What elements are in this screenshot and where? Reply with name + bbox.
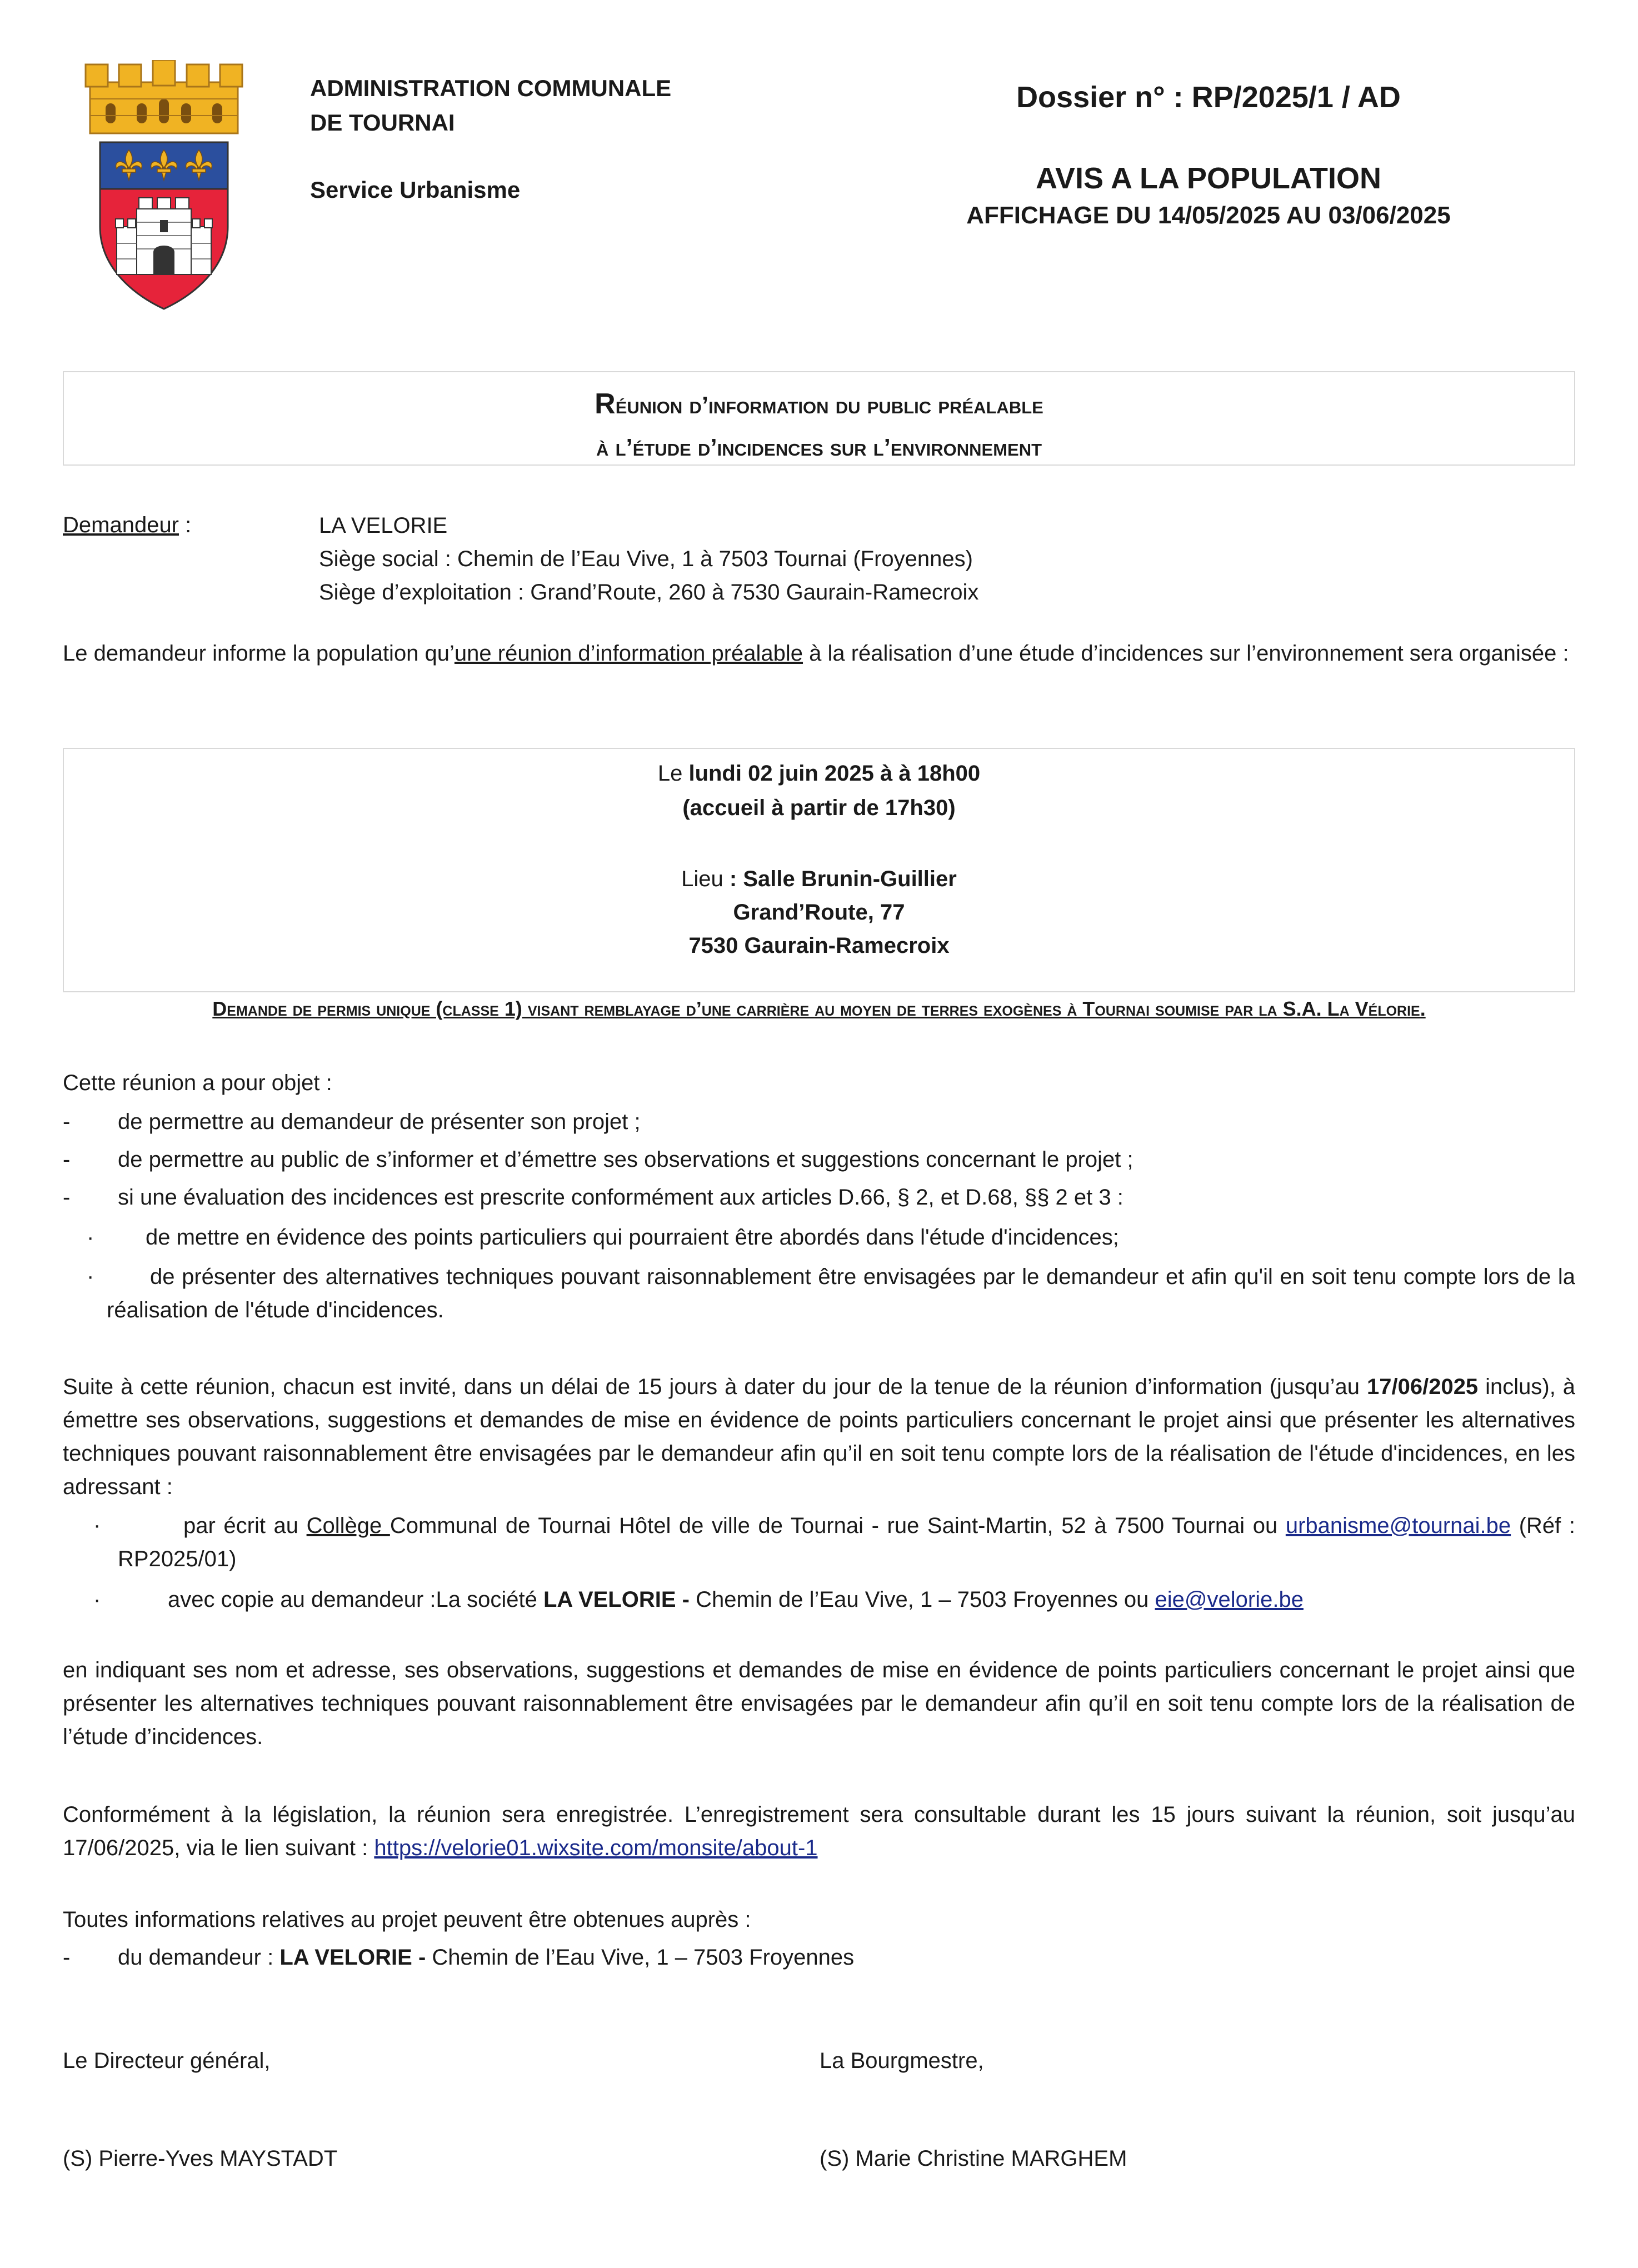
applicant-details	[319, 509, 978, 609]
tournai-coat-of-arms-icon	[83, 60, 244, 311]
objet-dash-3: -	[63, 1185, 71, 1210]
adresse-copie-after: Chemin de l’Eau Vive, 1 – 7503 Froyennes ou	[696, 1587, 1155, 1612]
infos-item-name: LA VELORIE -	[279, 1945, 432, 1970]
objet-subitem-2: de présenter des alternatives techniques pouvant raisonnablement être envisagées par le demandeur et afin qu'il en soit tenu compte lors de la réalisation de l'étude d'incidences.	[107, 1265, 1575, 1322]
applicant-label-text: Demandeur	[63, 513, 179, 537]
objet-subitem-1: de mettre en évidence des points particuliers qui pourraient être abordés dans l'étude d'incidences;	[146, 1225, 1119, 1250]
applicant-label	[63, 509, 191, 541]
objet-intro: Cette réunion a pour objet :	[63, 1071, 332, 1095]
objet-item-1: de permettre au demandeur de présenter son projet ;	[118, 1110, 641, 1134]
title-initial: R	[595, 388, 616, 420]
conformement-paragraph	[63, 1798, 1575, 1865]
adresse-copie	[168, 1583, 1304, 1616]
meeting-lieu-value: : Salle Brunin-Guillier	[729, 867, 957, 891]
intro-paragraph	[63, 637, 1575, 670]
adresse-copie-before: avec copie au demandeur :La société	[168, 1587, 543, 1612]
permis-description: Demande de permis unique (classe 1) visant remblayage d’une carrière au moyen de terres exogènes à Tournai soumise par la S.A. La Vélorie.	[212, 997, 1426, 1020]
infos-item-before: du demandeur :	[118, 1945, 280, 1970]
email-velorie-link[interactable]: eie@velorie.be	[1155, 1587, 1304, 1612]
adresse-ecrit-after: Communal de Tournai Hôtel de ville de Tournai - rue Saint-Martin, 52 à 7500 Tournai ou	[389, 1513, 1286, 1538]
intro-after: à la réalisation d’une étude d’incidences sur l’environnement sera organisée :	[803, 641, 1569, 666]
meeting-date	[64, 757, 1574, 790]
suite-after: inclus), à émettre ses observations, suggestions et demandes de mise en évidence de points particuliers concernant le projet ainsi que présenter les alternatives techniques pouvant raisonnablement être envisagées par le demandeur afin qu’il en soit tenu compte lors de la réalisation de l'étude d'incidences, en les adressant :	[63, 1375, 1575, 1499]
suite-date: 17/06/2025	[1366, 1375, 1479, 1399]
admin-line-1: ADMINISTRATION COMMUNALE	[310, 75, 672, 101]
meeting-city: 7530 Gaurain-Ramecroix	[688, 933, 950, 958]
dossier-number: Dossier n° : RP/2025/1 / AD	[1016, 81, 1401, 114]
infos-item-after: Chemin de l’Eau Vive, 1 – 7503 Froyennes	[432, 1945, 855, 1970]
applicant-name: LA VELORIE	[319, 513, 448, 538]
signature-left-title: Le Directeur général,	[63, 2049, 271, 2073]
meeting-date-value: lundi 02 juin 2025 à à 18h00	[688, 761, 981, 786]
adresse-ecrit	[118, 1509, 1575, 1576]
meeting-lieu	[64, 862, 1574, 896]
objet-item-3: si une évaluation des incidences est prescrite conformément aux articles D.66, § 2, et D.68, §§ 2 et 3 :	[118, 1185, 1123, 1210]
applicant-siege-social: Siège social : Chemin de l’Eau Vive, 1 à 7503 Tournai (Froyennes)	[319, 547, 973, 571]
adresse-college: Collège	[306, 1513, 390, 1538]
signature-right-title: La Bourgmestre,	[820, 2049, 984, 2073]
meeting-accueil: (accueil à partir de 17h30)	[682, 796, 956, 820]
adresse-bullet-2: ·	[93, 1587, 101, 1612]
affichage-period: AFFICHAGE DU 14/05/2025 AU 03/06/2025	[966, 202, 1451, 229]
adresse-bullet-1: ·	[93, 1513, 101, 1537]
adresse-copie-name: LA VELORIE -	[543, 1587, 696, 1612]
infos-dash: -	[63, 1945, 71, 1970]
indiquant-paragraph: en indiquant ses nom et adresse, ses observations, suggestions et demandes de mise en évidence de points particuliers concernant le projet ainsi que présenter les alternatives techniques pouvant raisonnablement être envisagées par le demandeur afin qu’il en soit tenu compte lors de la réalisation de l’étude d’incidences.	[63, 1658, 1575, 1749]
title-line-1	[64, 383, 1574, 425]
conformement-text: Conformément à la législation, la réunion sera enregistrée. L’enregistrement sera consultable durant les 15 jours suivant la réunion, soit jusqu’au 17/06/2025, via le lien suivant :	[63, 1802, 1575, 1860]
intro-before: Le demandeur informe la population qu’	[63, 641, 455, 666]
avis-title: AVIS A LA POPULATION	[1035, 162, 1381, 195]
suite-paragraph	[63, 1370, 1575, 1503]
title-line-1-rest: éunion d’information du public préalable	[615, 392, 1043, 419]
signature-right-name: (S) Marie Christine MARGHEM	[820, 2146, 1127, 2171]
recording-link[interactable]: https://velorie01.wixsite.com/monsite/about-1	[374, 1836, 818, 1860]
meeting-date-prefix: Le	[657, 761, 689, 786]
meeting-lieu-prefix: Lieu	[681, 867, 730, 891]
objet-item-2: de permettre au public de s’informer et d’émettre ses observations et suggestions concernant le projet ;	[118, 1147, 1133, 1172]
objet-dash-1: -	[63, 1110, 71, 1134]
applicant-siege-exploitation: Siège d’exploitation : Grand’Route, 260 à 7530 Gaurain-Ramecroix	[319, 580, 979, 605]
meeting-street: Grand’Route, 77	[733, 900, 905, 925]
administration-name	[310, 71, 671, 140]
document-title-box	[63, 371, 1575, 466]
title-line-2: à l’étude d’incidences sur l’environnement	[596, 434, 1042, 461]
objet-bullet-1: ·	[87, 1225, 94, 1250]
applicant-label-colon: :	[179, 513, 192, 537]
adresse-ecrit-before: par écrit au	[183, 1513, 307, 1538]
signature-left-name: (S) Pierre-Yves MAYSTADT	[63, 2146, 338, 2171]
adresse-ref: (Réf : RP2025/01)	[118, 1513, 1575, 1571]
intro-underlined: une réunion d’information préalable	[454, 641, 803, 666]
infos-item	[118, 1941, 1575, 1974]
email-urbanisme-link[interactable]: urbanisme@tournai.be	[1285, 1513, 1511, 1538]
meeting-details-box	[63, 748, 1575, 992]
service-name: Service Urbanisme	[310, 177, 521, 203]
admin-line-2: DE TOURNAI	[310, 109, 455, 136]
objet-dash-2: -	[63, 1147, 71, 1172]
suite-before: Suite à cette réunion, chacun est invité, dans un délai de 15 jours à dater du jour de la tenue de la réunion d’information (jusqu’au	[63, 1375, 1367, 1399]
infos-intro: Toutes informations relatives au projet peuvent être obtenues auprès :	[63, 1907, 751, 1932]
objet-bullet-2: ·	[87, 1264, 94, 1288]
